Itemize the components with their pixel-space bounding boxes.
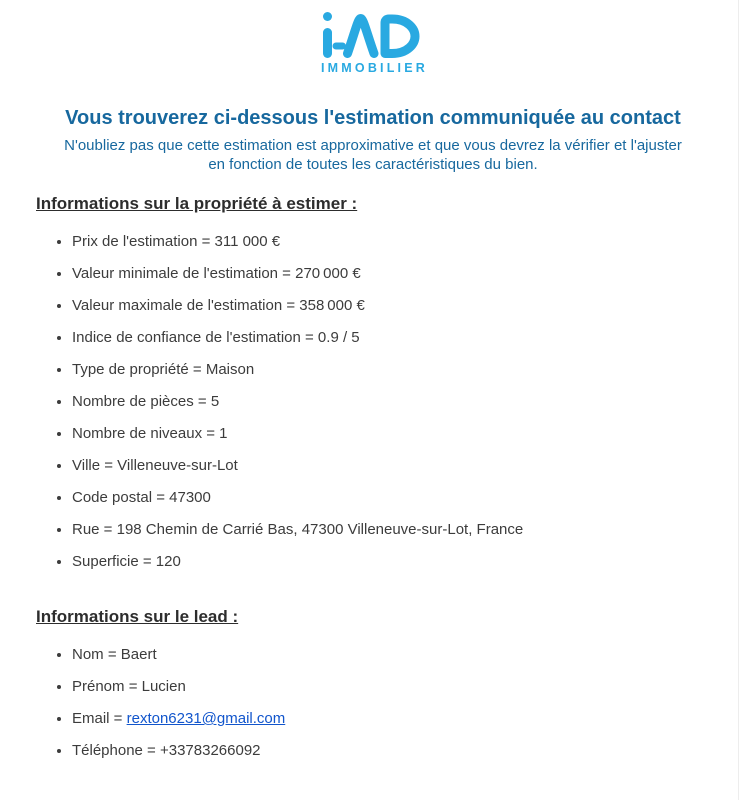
- list-item-min-value: • Valeur minimale de l'estimation = 270 000 €: [72, 265, 746, 283]
- page-subtitle: [43, 137, 703, 174]
- list-item-street: • Rue = 198 Chemin de Carrié Bas, 47300 Villeneuve-sur-Lot, France: [72, 521, 746, 539]
- brand-subtext: IMMOBILIER: [321, 61, 428, 75]
- list-item-property-type: • Type de propriété = Maison: [72, 361, 746, 379]
- email-link[interactable]: rexton6231@gmail.com: [126, 710, 286, 727]
- lead-section: [0, 607, 746, 760]
- lead-section-heading: Informations sur le lead :: [36, 607, 239, 626]
- list-item-city: • Ville = Villeneuve-sur-Lot: [72, 457, 746, 475]
- subtitle-line-1: N'oubliez pas que cette estimation est approximative et que vous devrez la vérifier et l'ajuster: [64, 137, 682, 154]
- page-title: Vous trouverez ci-dessous l'estimation communiquée au contact: [65, 107, 681, 129]
- list-item-max-value: • Valeur maximale de l'estimation = 358 000 €: [72, 297, 746, 315]
- list-item-price: • Prix de l'estimation = 311 000 €: [72, 233, 746, 251]
- list-item-phone: • Téléphone = +33783266092: [72, 742, 746, 760]
- list-item-first-name: • Prénom = Lucien: [72, 678, 746, 696]
- list-item-last-name: • Nom = Baert: [72, 646, 746, 664]
- right-edge-divider: [738, 0, 739, 800]
- lead-list: [0, 646, 746, 760]
- list-item-postal-code: • Code postal = 47300: [72, 489, 746, 507]
- iad-logo-icon: [322, 12, 424, 58]
- property-list: [0, 233, 746, 571]
- list-item-rooms: • Nombre de pièces = 5: [72, 393, 746, 411]
- list-item-levels: • Nombre de niveaux = 1: [72, 425, 746, 443]
- brand-header: [0, 0, 746, 75]
- list-item-area: • Superficie = 120: [72, 553, 746, 571]
- property-section: [0, 194, 746, 571]
- property-section-heading: Informations sur la propriété à estimer :: [36, 194, 358, 213]
- subtitle-line-2: en fonction de toutes les caractéristiques du bien.: [208, 155, 538, 173]
- list-item-confidence: • Indice de confiance de l'estimation = 0.9 / 5: [72, 329, 746, 347]
- email-label: Email =: [72, 710, 127, 727]
- list-item-email: [72, 710, 746, 728]
